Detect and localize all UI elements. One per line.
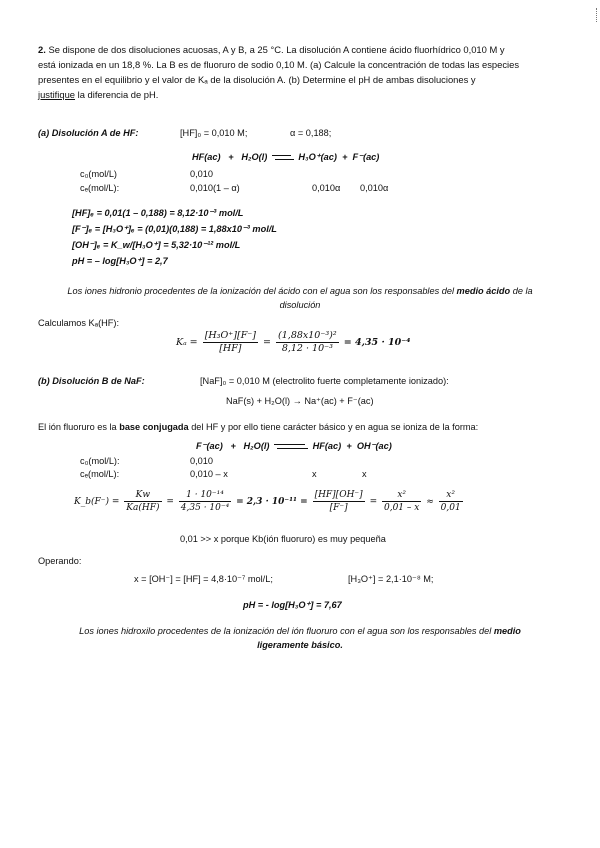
ka-equation [176,330,410,355]
kb-value: = 2,3 · 10⁻¹¹ = [236,497,308,507]
ka-fraction-2-den: 8,12 · 10⁻³ [281,343,333,354]
problem-text-4: la diferencia de pH. [75,89,159,100]
plus-sign: + [346,441,352,451]
ka-fraction-2-num: (1,88x10⁻³)² [278,330,337,341]
part-b-ce-value-1: 0,010 – x [190,469,228,479]
problem-number: 2. [38,44,46,55]
ka-fraction-1-num: [H₃O⁺][F⁻] [204,330,257,341]
part-b-ce-label: cₑ(mol/L): [80,469,120,479]
ka-result: = 4,35 · 10⁻⁴ [343,337,411,348]
part-b-conclusion [44,624,556,652]
part-a-ce-label: cₑ(mol/L): [80,183,120,193]
ka-fraction-1 [203,330,258,355]
plus-sign: + [228,152,234,162]
result-ph-b: pH = - log[H₃O⁺] = 7,67 [243,600,342,610]
kb-equals-2: = [369,497,378,507]
kb-fraction-4 [382,489,421,514]
product-hf: HF(ac) [312,441,342,451]
result-hf: [HF]ₑ = 0,01(1 – 0,188) = 8,12·10⁻³ mol/L [72,208,244,218]
part-b-intro [38,422,478,432]
margin-mark [596,8,600,22]
result-fluoride: [F⁻]ₑ = [H₃O⁺]ₑ = (0,01)(0,188) = 1,88x10⁻³ mol/L [72,224,277,234]
part-a-c0-value: 0,010 [190,169,213,179]
kb-fraction-4-den: 0,01 – x [383,503,420,513]
part-b-c0-value: 0,010 [190,456,213,466]
conclusion-a-text: Los iones hidronio procedentes de la ionización del ácido con el agua son los responsables del [67,286,457,296]
problem-line-1 [38,42,553,57]
intro-text: El ión fluoruro es la [38,422,120,432]
part-b-reaction [196,441,392,452]
underlined-word: justifique [38,89,76,100]
conclusion-a-bold: medio ácido [456,286,511,296]
kb-approx: ≈ [426,497,434,507]
problem-line-3: presentes en el equilibrio y el valor de Kₐ de la disolución A. (b) Determine el pH de ambas disoluciones y [38,74,476,85]
intro-text-end: del HF y por ello tiene carácter básico y en agua se ioniza de la forma: [188,422,479,432]
kb-equals-1: = [166,497,174,507]
part-a-alpha: α = 0,188; [290,128,332,138]
x-result: x = [OH⁻] = [HF] = 4,8·10⁻⁷ mol/L; [134,574,273,584]
part-a-ce-value-2: 0,010α [312,183,341,193]
intro-bold: base conjugada [119,422,189,432]
part-b-dissociation: NaF(s) + H₂O(l) → Na⁺(ac) + F⁻(ac) [226,396,374,406]
reactant-water: H₂O(l) [243,441,270,451]
kb-equation [74,489,465,514]
ka-equals: = [263,337,272,348]
operating-label: Operando: [38,556,82,566]
product-hydronium: H₃O⁺(ac) [298,152,337,162]
product-hydroxide: OH⁻(ac) [356,441,392,451]
part-a-conclusion [44,284,556,312]
kb-fraction-2 [179,489,231,514]
kb-fraction-3-den: [F⁻] [329,503,348,513]
reactant-water: H₂O(l) [241,152,268,162]
kb-fraction-5 [439,489,463,514]
reactant-hf: HF(ac) [192,152,221,162]
ka-label: Calculamos Kₐ(HF): [38,318,120,328]
conclusion-b-text: Los iones hidroxilo procedentes de la ionización del ión fluoruro con el agua son los responsables del [79,626,494,636]
approximation-note: 0,01 >> x porque Kb(ión fluoruro) es muy pequeña [180,534,386,544]
plus-sign: + [230,441,236,451]
kb-fraction-3-num: [HF][OH⁻] [314,490,363,500]
conclusion-a-line-2: disolución [279,300,321,310]
kb-fraction-2-den: 4,35 · 10⁻⁴ [180,503,230,513]
equilibrium-arrow-icon [272,153,294,162]
problem-line-2: está ionizada en un 18,8 %. La B es de fluoruro de sodio 0,10 M. (a) Calcule la concentración de todas las especies [38,59,520,70]
conclusion-b-bold: medio [493,626,521,636]
result-ph-a: pH = – log[H₃O⁺] = 2,7 [72,256,168,266]
part-a-c0-label: c₀(mol/L) [80,169,117,179]
part-a-ce-value-1: 0,010(1 – α) [190,183,240,193]
ka-fraction-1-den: [HF] [219,343,242,354]
kb-fraction-3 [313,489,365,514]
kb-fraction-1-den: Ka(HF) [126,503,160,513]
ka-lhs: Kₐ = [176,337,198,348]
conclusion-b-line-2: ligeramente básico. [257,640,343,650]
part-a-ce-value-3: 0,010α [360,183,389,193]
kb-fraction-1 [124,489,161,514]
part-b-concentration: [NaF]₀ = 0,010 M (electrolito fuerte completamente ionizado): [200,376,449,386]
kb-lhs: K_b(F⁻) = [74,497,120,507]
kb-fraction-1-num: Kw [124,489,161,502]
part-a-reaction [192,152,379,163]
reactant-fluoride: F⁻(ac) [196,441,223,451]
hydronium-result: [H₃O⁺] = 2,1·10⁻⁸ M; [348,574,434,584]
kb-fraction-5-den: 0,01 [440,503,461,513]
equilibrium-arrow-icon [274,442,308,451]
part-b-ce-value-3: x [362,469,367,479]
ka-fraction-2 [276,330,339,355]
part-b-c0-label: c₀(mol/L): [80,456,120,466]
kb-fraction-5-num: x² [439,489,463,502]
kb-fraction-4-num: x² [382,489,421,502]
kb-fraction-2-num: 1 · 10⁻¹⁴ [179,489,231,502]
part-b-ce-value-2: x [312,469,317,479]
problem-line-4 [38,87,553,102]
part-b-label: (b) Disolución B de NaF: [38,376,145,386]
part-a-label: (a) Disolución A de HF: [38,128,139,138]
problem-text-1: Se dispone de dos disoluciones acuosas, A y B, a 25 °C. La disolución A contiene ácido fluorhídrico 0,010 M y [48,44,505,55]
plus-sign: + [342,152,348,162]
result-hydroxide: [OH⁻]ₑ = K_w/[H₃O⁺] = 5,32·10⁻¹² mol/L [72,240,241,250]
conclusion-a-text-end: de la [510,286,533,296]
problem-statement [38,42,553,102]
part-a-concentration: [HF]₀ = 0,010 M; [180,128,248,138]
product-fluoride: F⁻(ac) [352,152,380,162]
